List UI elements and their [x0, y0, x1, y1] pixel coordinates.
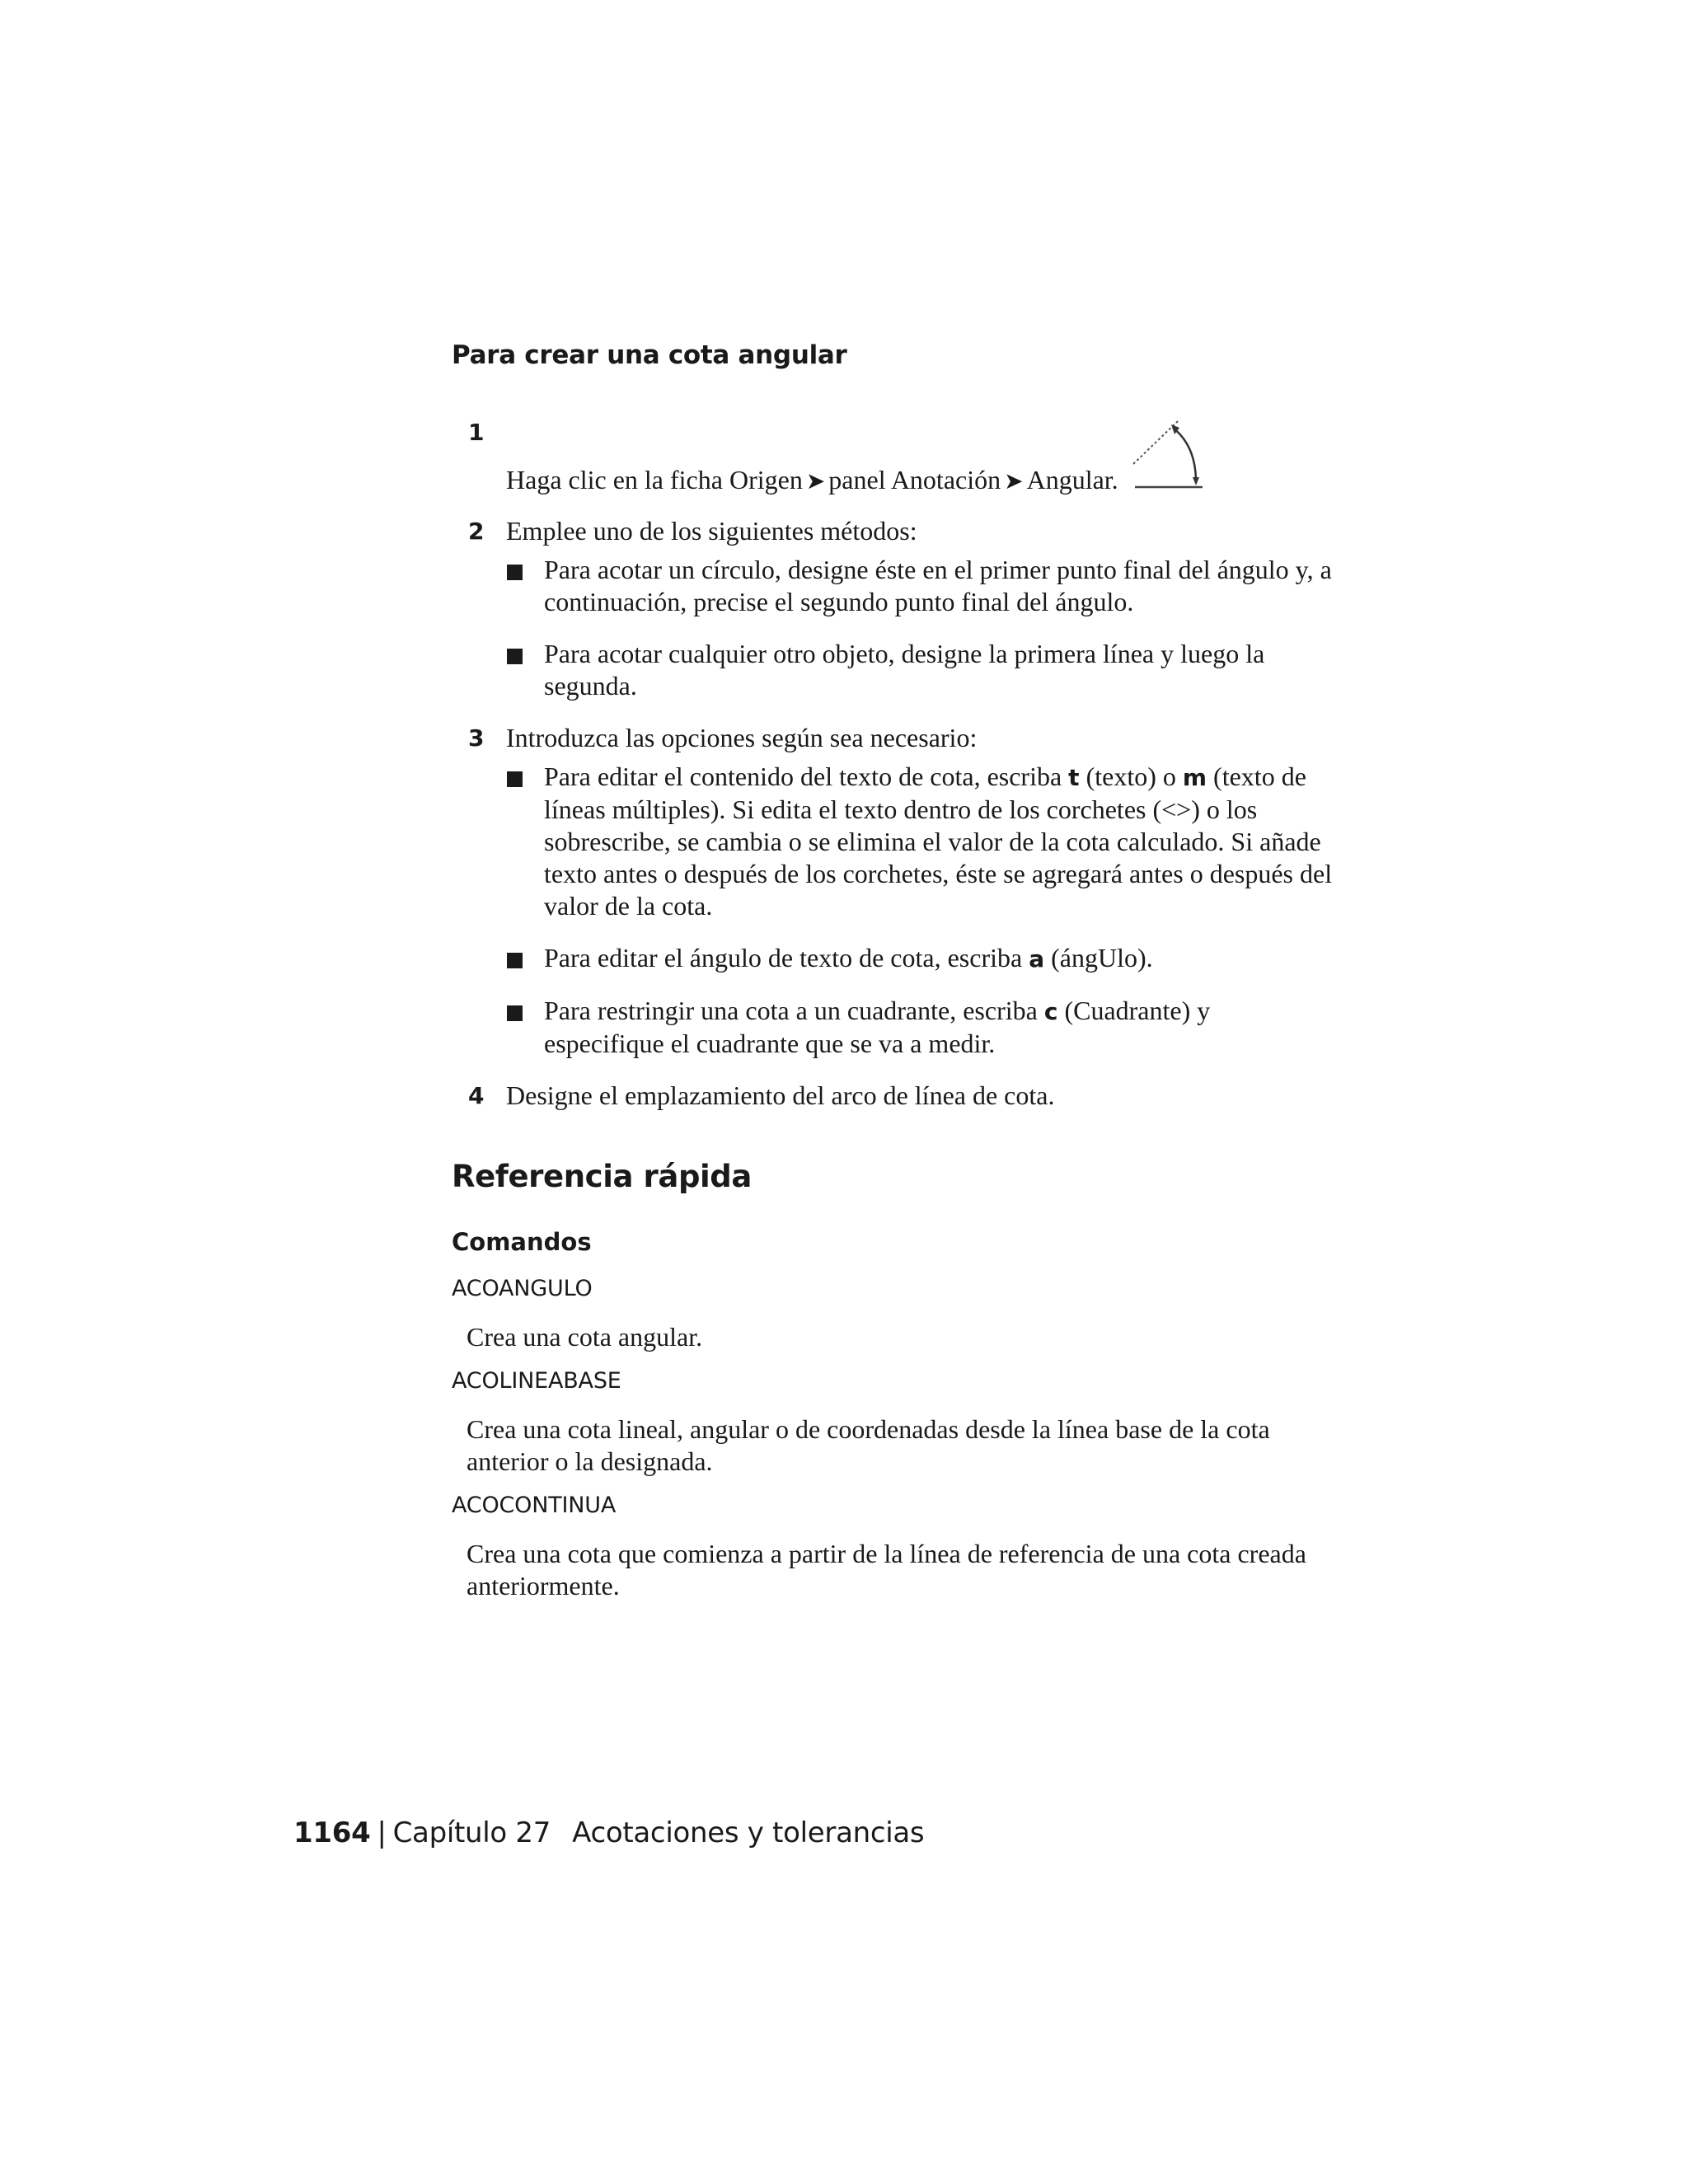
angular-dimension-icon	[1130, 416, 1206, 494]
bullet-list	[506, 761, 1342, 1060]
bullet-item	[506, 942, 1335, 975]
step-text: Designe el emplazamiento del arco de línea de cota.	[506, 1080, 1055, 1110]
command-name: ACOLINEABASE	[452, 1368, 621, 1394]
bullet-list	[506, 554, 1342, 702]
step-3	[452, 722, 1342, 1060]
command-description: Crea una cota lineal, angular o de coordenadas desde la línea base de la cota anterior o la designada.	[467, 1414, 1270, 1476]
page-footer	[293, 1816, 924, 1849]
bullet-item	[506, 638, 1335, 702]
bullet-item	[506, 995, 1335, 1060]
bullet-text-part: (texto) o	[1079, 762, 1183, 791]
command-name: ACOANGULO	[452, 1276, 593, 1301]
bullet-text-part: Para restringir una cota a un cuadrante, escriba	[544, 996, 1044, 1025]
bullet-text: Para acotar cualquier otro objeto, designe la primera línea y luego la segunda.	[544, 639, 1265, 701]
chapter-title: Acotaciones y tolerancias	[572, 1816, 925, 1849]
step-text	[506, 465, 1118, 494]
step-number: 3	[468, 724, 485, 752]
bullet-square-icon	[507, 771, 523, 787]
procedure-steps	[452, 416, 1342, 1112]
footer-separator: |	[377, 1816, 387, 1849]
bullet-square-icon	[507, 649, 523, 664]
bullet-text-part: Para editar el contenido del texto de cota, escriba	[544, 762, 1069, 791]
command-name: ACOCONTINUA	[452, 1493, 617, 1518]
bullet-item	[506, 761, 1335, 922]
ribbon-panel-name: panel Anotación	[828, 465, 1001, 494]
bullet-square-icon	[507, 1005, 523, 1021]
step-4	[452, 1080, 1342, 1112]
bullet-text	[544, 762, 1332, 921]
bullet-square-icon	[507, 953, 523, 968]
option-key: a	[1029, 945, 1045, 972]
procedure-title: Para crear una cota angular	[452, 340, 847, 370]
ribbon-tab-name: Haga clic en la ficha Origen	[506, 465, 803, 494]
commands-heading: Comandos	[452, 1228, 592, 1256]
option-key: m	[1182, 764, 1207, 791]
step-number: 2	[468, 518, 485, 545]
command-list	[452, 1275, 1342, 1616]
bullet-text: Para acotar un círculo, designe éste en el primer punto final del ángulo y, a continuación, precise el segundo punto final del ángulo.	[544, 555, 1332, 616]
section-title: Referencia rápida	[452, 1159, 752, 1194]
step-2	[452, 515, 1342, 702]
command-description: Crea una cota angular.	[467, 1322, 703, 1352]
step-number: 1	[468, 419, 485, 446]
chapter-label: Capítulo 27	[392, 1816, 551, 1849]
step-1	[452, 416, 1342, 497]
bullet-item	[506, 554, 1335, 618]
bullet-square-icon	[507, 565, 523, 580]
option-key: t	[1068, 764, 1080, 791]
step-text: Emplee uno de los siguientes métodos:	[506, 516, 917, 546]
bullet-text-part: (ángUlo).	[1044, 943, 1153, 972]
bullet-text-part: Para editar el ángulo de texto de cota, escriba	[544, 943, 1029, 972]
menu-arrow-icon: ➤	[805, 467, 826, 494]
bullet-text-part: (Cuadrante) y especifique el cuadrante que se va a medir.	[544, 996, 1211, 1058]
page-number: 1164	[293, 1816, 371, 1849]
bullet-text	[544, 996, 1210, 1058]
step-number: 4	[468, 1082, 485, 1109]
command-description: Crea una cota que comienza a partir de la línea de referencia de una cota creada anteriormente.	[467, 1539, 1306, 1601]
step-text: Introduzca las opciones según sea necesario:	[506, 723, 978, 752]
bullet-text-part: (texto de líneas múltiples). Si edita el texto dentro de los corchetes (<>) o los sobrescribe, se cambia o se elimina el valor de la cota calculado. Si añade texto antes o después de los corchetes, éste se agregará antes o después del valor de la cota.	[544, 762, 1333, 921]
tool-name: Angular.	[1026, 465, 1118, 494]
bullet-text	[544, 943, 1153, 972]
menu-arrow-icon: ➤	[1004, 467, 1024, 494]
option-key: c	[1043, 998, 1058, 1025]
